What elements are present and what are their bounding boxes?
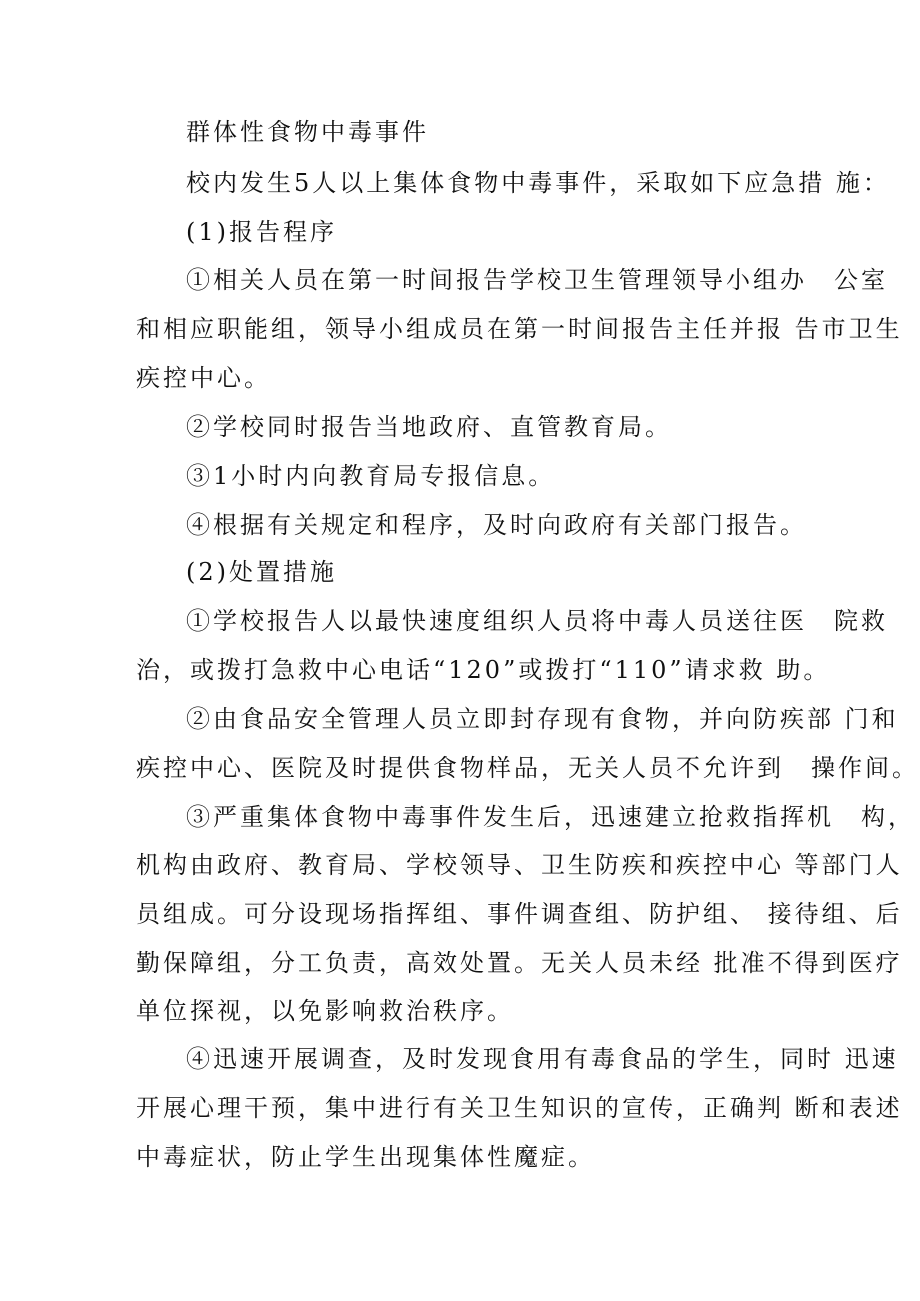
paragraph-line: 和相应职能组，领导小组成员在第一时间报告主任并报 告市卫生 [136,315,903,343]
paragraph-line: 中毒症状，防止学生出现集体性魔症。 [136,1143,595,1171]
paragraph-line: 治，或拨打急救中心电话“120”或拨打“110”请求救 助。 [136,656,831,684]
paragraph-line: ④迅速开展调查，及时发现食用有毒食品的学生，同时 迅速 [186,1045,899,1073]
paragraph-line: ④根据有关规定和程序，及时向政府有关部门报告。 [186,511,807,539]
paragraph-line: ①学校报告人以最快速度组织人员将中毒人员送往医 院救 [186,607,888,635]
paragraph-line: ②学校同时报告当地政府、直管教育局。 [186,413,672,441]
paragraph-line: ③严重集体食物中毒事件发生后，迅速建立抢救指挥机 构， [186,803,915,831]
paragraph-line: 单位探视，以免影响救治秩序。 [136,997,514,1025]
paragraph-line: ②由食品安全管理人员立即封存现有食物，并向防疾部 门和 [186,705,899,733]
subheading-report-procedure: (1)报告程序 [186,218,337,246]
subheading-measures: (2)处置措施 [186,558,337,586]
paragraph-line: 勤保障组，分工负责，高效处置。无关人员未经 批准不得到医疗 [136,949,903,977]
paragraph-line: ③1小时内向教育局专报信息。 [186,462,556,490]
paragraph-line: 疾控中心、医院及时提供食物样品，无关人员不允许到 操作间。 [136,754,919,782]
paragraph-line: ①相关人员在第一时间报告学校卫生管理领导小组办 公室 [186,266,888,294]
section-title: 群体性食物中毒事件 [186,118,429,146]
paragraph-line: 机构由政府、教育局、学校领导、卫生防疾和疾控中心 等部门人 [136,851,903,879]
intro-paragraph: 校内发生5人以上集体食物中毒事件，采取如下应急措 施： [186,169,890,197]
paragraph-line: 疾控中心。 [136,364,271,392]
paragraph-line: 员组成。可分设现场指挥组、事件调查组、防护组、 接待组、后 [136,900,903,928]
paragraph-line: 开展心理干预，集中进行有关卫生知识的宣传，正确判 断和表述 [136,1094,903,1122]
